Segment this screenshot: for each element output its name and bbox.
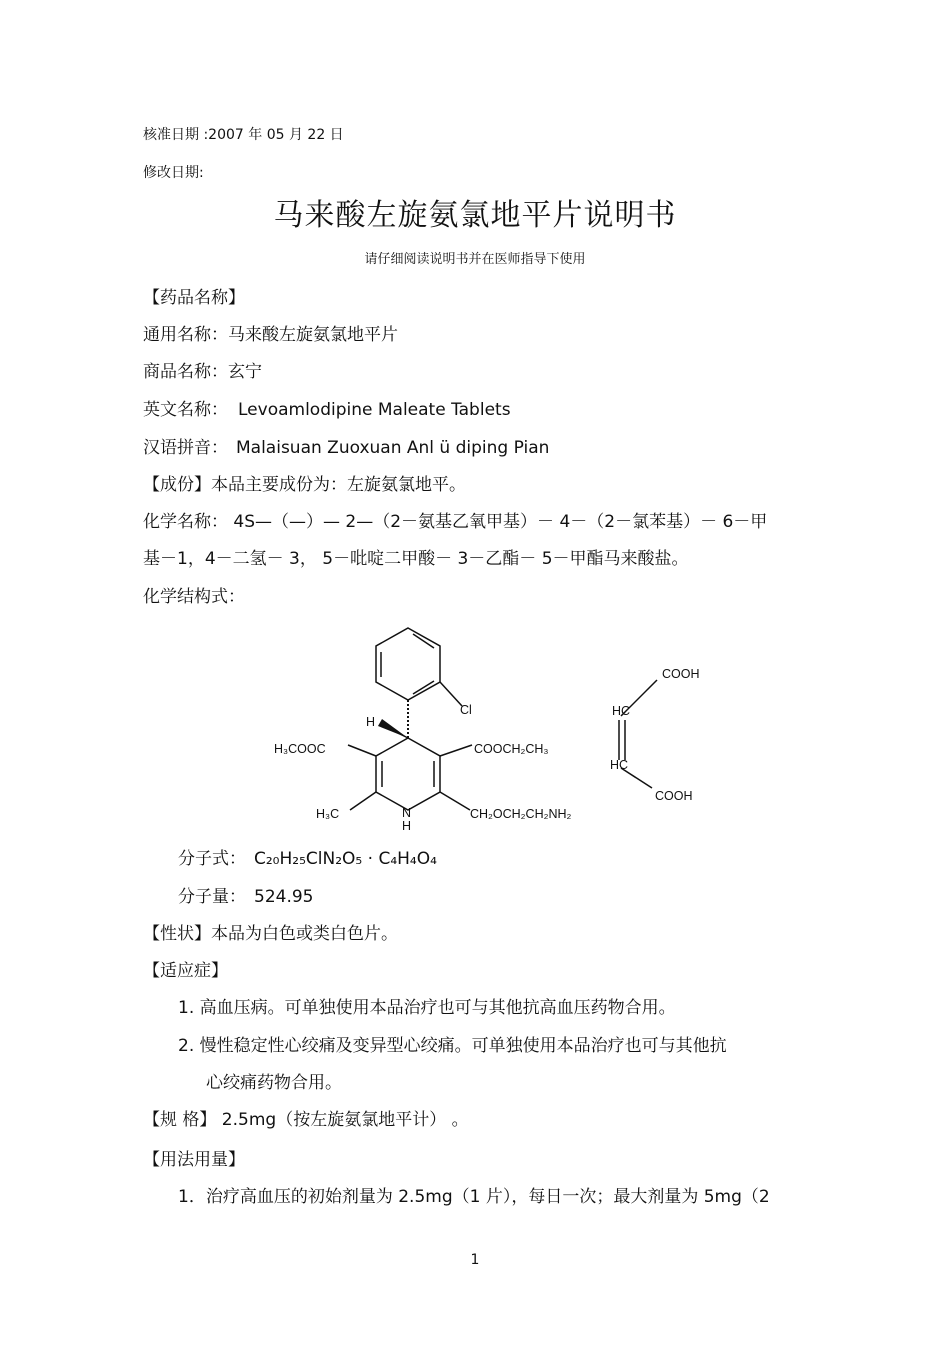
composition: 【成份】本品主要成份为：左旋氨氯地平。 [143,475,466,495]
document-subtitle: 请仔细阅读说明书并在医师指导下使用 [364,252,586,267]
indication-item-2-line-1: 2. 慢性稳定性心绞痛及变异型心绞痛。可单独使用本品治疗也可与其他抗 [178,1036,727,1056]
label-methyl: H₃C [316,807,340,821]
indication-item-2-line-2: 心绞痛药物合用。 [206,1073,342,1093]
generic-name: 通用名称：马来酸左旋氨氯地平片 [143,325,398,345]
pinyin-label: 汉语拼音： [143,438,228,458]
label-right-ester: COOCH₂CH₃ [474,742,549,756]
label-maleic-hc1: HC [612,704,631,718]
indication-item-1: 1. 高血压病。可单独使用本品治疗也可与其他抗高血压药物合用。 [178,998,676,1018]
weight-label: 分子量： [178,887,246,907]
h-wedge [378,719,408,738]
molecular-weight [178,886,313,908]
document-title: 马来酸左旋氨氯地平片说明书 [273,198,677,233]
label-maleic-hc2: HC [610,758,629,772]
structure-label: 化学结构式： [143,587,245,607]
label-nh-hydrogen: H [402,819,412,833]
drug-name-heading: 【药品名称】 [143,288,245,308]
molecular-formula [178,848,437,870]
label-nitrogen: N [402,806,412,820]
approval-date: 核准日期 :2007 年 05 月 22 日 [143,127,344,143]
dosage-heading: 【用法用量】 [143,1150,245,1170]
english-name [143,399,511,421]
chemical-name-line-1: 化学名称： 4S—（—）— 2—（2－氨基乙氧甲基）－ 4－（2－氯苯基）－ 6－甲 [143,512,768,532]
trade-name: 商品名称：玄宁 [143,362,262,382]
weight-value: 524.95 [254,887,314,907]
chemical-structure-diagram [262,618,732,836]
structure-bonds [348,628,657,810]
specification: 【规 格】 2.5mg（按左旋氨氯地平计） 。 [143,1110,469,1130]
label-side-chain: CH₂OCH₂CH₂NH₂ [470,807,572,821]
chemical-name-line-2: 基－1，4－二氢－ 3， 5－吡啶二甲酸－ 3－乙酯－ 5－甲酯马来酸盐。 [143,549,689,569]
label-left-ester: H₃COOC [274,742,326,756]
english-name-label: 英文名称： [143,400,228,420]
pinyin-value: Malaisuan Zuoxuan Anl ü diping Pian [236,438,550,458]
pinyin-name [143,437,549,459]
page-number: 1 [470,1252,480,1268]
properties: 【性状】本品为白色或类白色片。 [143,924,398,944]
revision-date: 修改日期: [143,165,204,181]
formula-label: 分子式： [178,849,246,869]
label-maleic-bottom-acid: COOH [655,789,693,803]
dosage-item-1: 1．治疗高血压的初始剂量为 2.5mg（1 片），每日一次；最大剂量为 5mg（2 [178,1187,770,1207]
label-h: H [366,715,376,729]
indications-heading: 【适应症】 [143,961,228,981]
label-cl: Cl [460,703,472,717]
english-name-value: Levoamlodipine Maleate Tablets [238,400,511,420]
label-maleic-top-acid: COOH [662,667,700,681]
formula-value: C₂₀H₂₅ClN₂O₅ · C₄H₄O₄ [254,849,437,869]
